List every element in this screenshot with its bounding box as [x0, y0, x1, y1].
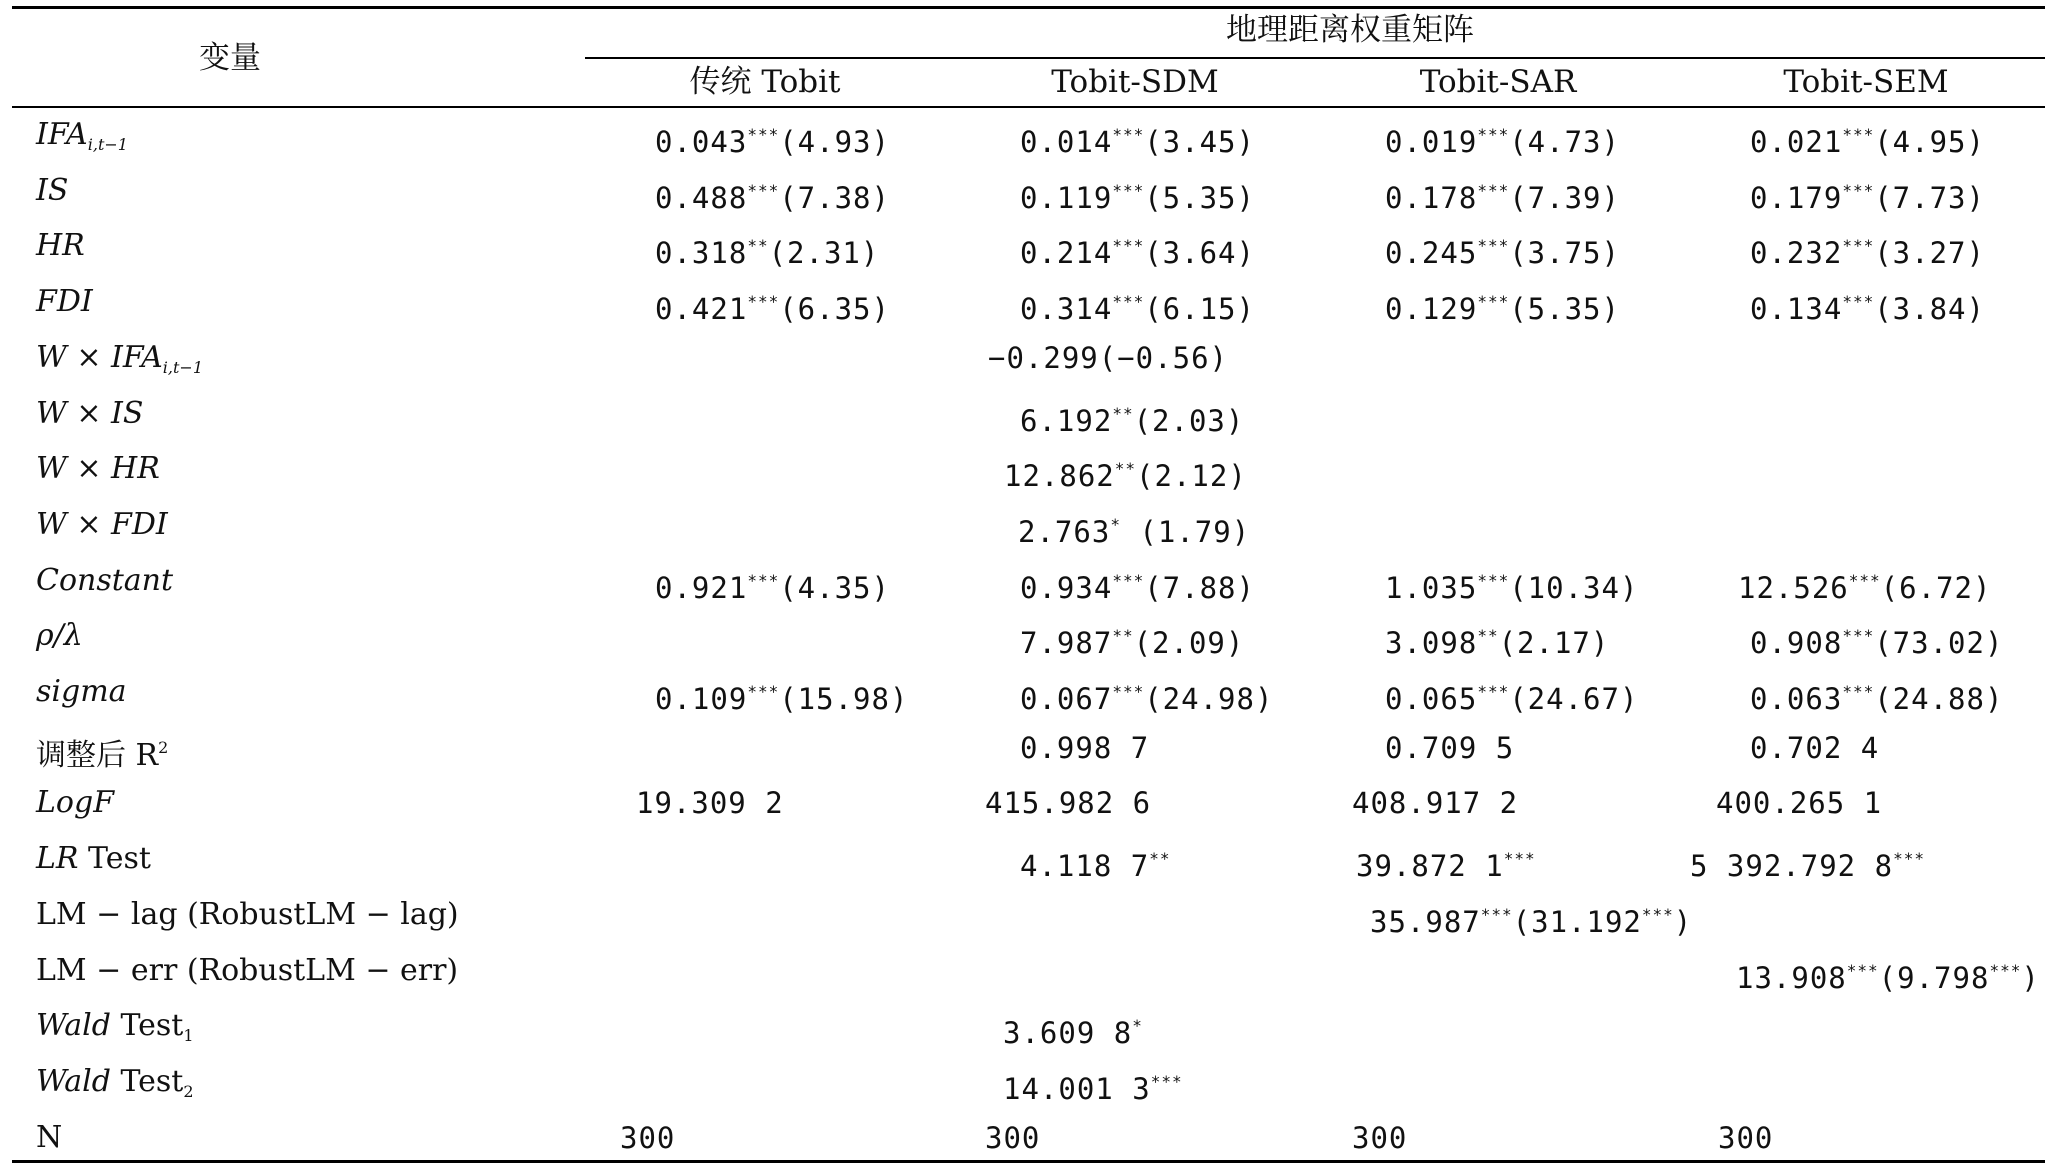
table-cell [620, 1120, 675, 1156]
cell-value: 5 392.792 8 [1690, 849, 1894, 884]
cell-value: 0.014 [1020, 125, 1113, 159]
table-cell [1385, 173, 1620, 216]
cell-value: 0.314 [1020, 292, 1113, 327]
significance-stars: *** [1842, 682, 1875, 701]
row-label-subscript: i,t−1 [87, 135, 128, 154]
row-label [36, 897, 459, 933]
significance-stars: *** [1477, 570, 1510, 590]
row-label-text: LR [36, 841, 79, 877]
cell-value: 13.908 [1736, 960, 1847, 995]
table-cell [1750, 284, 1985, 327]
cell-value: 14.001 3 [1003, 1071, 1151, 1106]
row-label-text: Wald [36, 1008, 111, 1044]
row-label [36, 1008, 194, 1054]
top-rule [12, 6, 2045, 9]
t-statistic: (4.73) [1509, 125, 1620, 159]
table-cell [1020, 173, 1255, 216]
t-statistic: (−0.56) [1098, 340, 1228, 375]
table-cell [1736, 953, 2040, 996]
significance-stars: ** [1149, 849, 1171, 869]
cell-value: 6.192 [1020, 403, 1113, 438]
table-cell [1385, 228, 1620, 271]
cell-value: 0.245 [1385, 236, 1478, 271]
row-label-text: 调整后 R [36, 737, 159, 773]
row-label [36, 953, 458, 989]
cell-value: 0.043 [655, 125, 748, 159]
t-statistic: (2.03) [1133, 403, 1245, 438]
t-statistic: (3.45) [1144, 125, 1255, 159]
row-label [36, 730, 168, 774]
row-label-text: W × IS [36, 395, 144, 431]
table-cell [1750, 173, 1985, 216]
significance-stars: *** [1112, 682, 1145, 701]
cell-value: 2.763 [1018, 514, 1111, 549]
table-cell [1352, 785, 1518, 821]
row-label [36, 507, 168, 543]
significance-stars: * [1132, 1016, 1143, 1036]
row-label-text: LogF [36, 785, 115, 821]
cell-value: 0.214 [1020, 236, 1113, 271]
significance-stars: *** [1112, 180, 1145, 200]
table-cell [1003, 1008, 1143, 1051]
header-group: 地理距离权重矩阵 [1226, 12, 1474, 48]
table-cell [1716, 785, 1882, 821]
table-cell [636, 785, 784, 821]
significance-stars-robust: *** [1641, 904, 1674, 924]
row-label-text: N [36, 1119, 63, 1155]
cell-value: 0.421 [655, 292, 748, 327]
significance-stars: *** [1112, 292, 1145, 312]
cell-value: 0.063 [1750, 682, 1843, 716]
significance-stars: *** [1842, 125, 1875, 144]
cell-value: 0.065 [1385, 682, 1478, 716]
t-statistic: (15.98) [779, 682, 909, 716]
table-cell [1385, 730, 1514, 766]
row-label [36, 173, 68, 209]
significance-stars: *** [1112, 125, 1145, 144]
header-col-tobit-sem: Tobit-SEM [1783, 64, 1949, 100]
cell-value: 3.609 8 [1003, 1016, 1133, 1051]
cell-value: 0.119 [1020, 180, 1113, 215]
significance-stars: *** [1848, 570, 1881, 590]
cell-value: 0.934 [1020, 570, 1113, 605]
group-rule [585, 57, 2045, 59]
header-bottom-rule [12, 106, 2045, 108]
cell-value: 0.709 5 [1385, 730, 1515, 765]
table-cell [1004, 451, 1247, 494]
table-cell [1385, 618, 1609, 661]
cell-value: 39.872 1 [1356, 849, 1504, 884]
table-cell [655, 563, 890, 606]
table-cell [655, 117, 890, 160]
cell-value: 408.917 2 [1352, 786, 1519, 821]
significance-stars: *** [1477, 180, 1510, 200]
cell-value: 35.987 [1370, 904, 1481, 939]
cell-value: 0.488 [655, 180, 748, 215]
table-cell [985, 1120, 1040, 1156]
row-label-text: LM − lag (RobustLM − lag) [36, 896, 459, 932]
table-cell [1385, 117, 1620, 160]
cell-value: 0.067 [1020, 682, 1113, 716]
header-col-tobit-sdm: Tobit-SDM [1051, 64, 1219, 100]
table-cell [988, 340, 1228, 376]
t-statistic: (24.88) [1874, 682, 2004, 716]
cell-value: 300 [620, 1120, 676, 1155]
cell-value: 0.178 [1385, 180, 1478, 215]
table-cell [985, 785, 1151, 821]
row-label-rest: Test [110, 1063, 184, 1099]
significance-stars-robust: *** [1989, 960, 2022, 980]
cell-value: 300 [1718, 1120, 1774, 1155]
significance-stars: ** [1112, 626, 1134, 646]
t-statistic: (5.35) [1509, 292, 1620, 327]
cell-value: 0.908 [1750, 626, 1843, 661]
cell-value: 0.702 4 [1750, 730, 1880, 765]
t-statistic: (4.35) [779, 570, 890, 605]
significance-stars: ** [747, 236, 769, 256]
row-label-subscript: 2 [183, 1081, 194, 1101]
table-cell [1020, 618, 1244, 661]
cell-value: 0.109 [655, 682, 748, 716]
t-statistic: (73.02) [1874, 626, 2004, 661]
header-col-tobit-sar: Tobit-SAR [1419, 64, 1577, 100]
t-statistic: (6.15) [1144, 292, 1255, 327]
row-label-text: Wald [36, 1063, 111, 1099]
table-cell [1385, 284, 1620, 327]
row-label [36, 396, 143, 432]
cell-value: 0.232 [1750, 236, 1843, 271]
cell-value: 1.035 [1385, 570, 1478, 605]
cell-value: 0.129 [1385, 292, 1478, 327]
t-statistic: (4.95) [1874, 125, 1985, 159]
significance-stars: *** [1846, 960, 1879, 980]
row-label-superscript: 2 [158, 737, 169, 757]
t-statistic: (2.31) [768, 236, 880, 271]
significance-stars: *** [1893, 849, 1925, 869]
table-cell [1020, 841, 1170, 884]
row-label [36, 563, 173, 599]
table-cell [1020, 396, 1244, 439]
significance-stars: *** [1112, 236, 1145, 256]
table-cell [1352, 1120, 1407, 1156]
significance-stars: *** [747, 125, 780, 144]
cell-value: 300 [1352, 1120, 1408, 1155]
cell-value: 12.526 [1738, 570, 1849, 605]
row-label-text: sigma [36, 674, 127, 709]
table-cell [1018, 507, 1250, 550]
table-cell [655, 284, 890, 327]
row-label-text: W × IFA [36, 339, 163, 375]
header-variable: 变量 [199, 40, 261, 76]
cell-value: 19.309 2 [636, 786, 784, 821]
t-statistic: (7.88) [1144, 570, 1255, 605]
row-label-text: ρ/λ [36, 618, 83, 654]
row-label-subscript: 1 [183, 1026, 194, 1046]
cell-value: 0.318 [655, 236, 748, 271]
cell-value: 0.019 [1385, 125, 1478, 159]
table-cell [655, 674, 908, 717]
significance-stars: *** [747, 682, 780, 701]
t-statistic: (31.192 [1512, 904, 1642, 939]
significance-stars: *** [1112, 570, 1145, 590]
row-label [36, 1120, 62, 1156]
row-label [36, 618, 83, 654]
t-statistic: (5.35) [1144, 180, 1255, 215]
significance-stars: *** [1842, 236, 1875, 256]
cell-value: 400.265 1 [1716, 786, 1883, 821]
cell-value: 0.921 [655, 570, 748, 605]
row-label [36, 117, 128, 163]
significance-stars: *** [1503, 849, 1536, 869]
row-label [36, 674, 127, 710]
cell-value: 4.118 7 [1020, 849, 1150, 884]
table-cell [1356, 841, 1536, 884]
row-label-text: W × HR [36, 451, 160, 487]
t-statistic: (3.27) [1874, 236, 1985, 271]
cell-value: 415.982 6 [985, 786, 1152, 821]
table-cell [655, 228, 879, 271]
row-label-text: HR [36, 228, 85, 264]
cell-value: 0.998 7 [1020, 730, 1150, 765]
row-label-text: LM − err (RobustLM − err) [36, 952, 459, 988]
significance-stars: *** [747, 570, 780, 590]
row-label [36, 284, 93, 320]
t-statistic: (7.38) [779, 180, 890, 215]
significance-stars: *** [1477, 292, 1510, 312]
significance-stars: ** [1114, 459, 1137, 479]
cell-value: 0.179 [1750, 180, 1843, 215]
closing-paren: ) [2021, 960, 2040, 995]
significance-stars: *** [747, 180, 780, 200]
significance-stars: *** [1477, 236, 1510, 256]
table-cell [1385, 674, 1638, 717]
table-cell [1750, 674, 2003, 717]
t-statistic: (2.17) [1498, 626, 1610, 661]
cell-value: 7.987 [1020, 626, 1113, 661]
t-statistic: (10.34) [1509, 570, 1639, 605]
row-label [36, 451, 160, 487]
t-statistic: (2.12) [1136, 459, 1247, 494]
bottom-rule [12, 1160, 2045, 1163]
cell-value: 12.862 [1004, 459, 1115, 494]
cell-value: 300 [985, 1120, 1041, 1155]
table-cell [1020, 284, 1255, 327]
significance-stars: *** [1480, 904, 1513, 924]
row-label-text: IS [36, 172, 69, 208]
significance-stars: *** [1842, 180, 1875, 200]
t-statistic: (3.64) [1144, 236, 1255, 271]
table-cell [1020, 117, 1255, 160]
table-cell [1020, 563, 1255, 606]
table-cell [1750, 117, 1985, 160]
table-cell [1750, 730, 1879, 766]
cell-value: 3.098 [1385, 626, 1478, 661]
t-statistic: (9.798 [1878, 960, 1990, 995]
significance-stars: ** [1112, 403, 1134, 423]
table-cell [1718, 1120, 1773, 1156]
row-label-text: IFA [36, 117, 88, 152]
t-statistic: (6.35) [779, 292, 890, 327]
significance-stars: *** [1477, 125, 1510, 144]
t-statistic: (24.67) [1509, 682, 1639, 716]
row-label-rest: Test [78, 841, 151, 877]
table-cell [1370, 897, 1692, 940]
row-label-text: W × FDI [36, 506, 168, 542]
row-label [36, 1064, 194, 1110]
t-statistic: (24.98) [1144, 682, 1274, 716]
significance-stars: *** [1477, 682, 1510, 701]
table-cell [1750, 228, 1985, 271]
t-statistic: (6.72) [1880, 570, 1992, 605]
table-cell [1750, 618, 2003, 661]
cell-value: −0.299 [988, 340, 1099, 375]
significance-stars: ** [1477, 626, 1499, 646]
significance-stars: * [1110, 514, 1121, 534]
table-cell [1020, 228, 1255, 271]
significance-stars: *** [1150, 1071, 1183, 1091]
table-cell [655, 173, 890, 216]
row-label-text: Constant [36, 562, 174, 598]
significance-stars: *** [747, 292, 780, 312]
table-cell [1020, 674, 1273, 717]
t-statistic: (3.84) [1874, 292, 1985, 327]
row-label [36, 841, 151, 877]
header-col-traditional-tobit: 传统 Tobit [689, 64, 841, 100]
t-statistic: (4.93) [779, 125, 890, 159]
row-label-text: FDI [36, 284, 93, 320]
t-statistic: (1.79) [1120, 514, 1251, 549]
t-statistic: (7.73) [1874, 180, 1985, 215]
t-statistic: (3.75) [1509, 236, 1620, 271]
row-label [36, 340, 203, 386]
closing-paren: ) [1673, 904, 1693, 939]
table-cell [1020, 730, 1149, 766]
table-cell [1385, 563, 1638, 606]
row-label-subscript: i,t−1 [162, 357, 203, 377]
row-label [36, 785, 114, 821]
t-statistic: (2.09) [1133, 626, 1245, 661]
significance-stars: *** [1842, 292, 1875, 312]
row-label [36, 228, 85, 264]
cell-value: 0.021 [1750, 125, 1843, 159]
table-cell [1003, 1064, 1183, 1107]
table-cell [1690, 841, 1925, 884]
significance-stars: *** [1842, 626, 1875, 646]
row-label-rest: Test [110, 1008, 184, 1044]
t-statistic: (7.39) [1509, 180, 1620, 215]
cell-value: 0.134 [1750, 292, 1843, 327]
table-cell [1738, 563, 1991, 606]
